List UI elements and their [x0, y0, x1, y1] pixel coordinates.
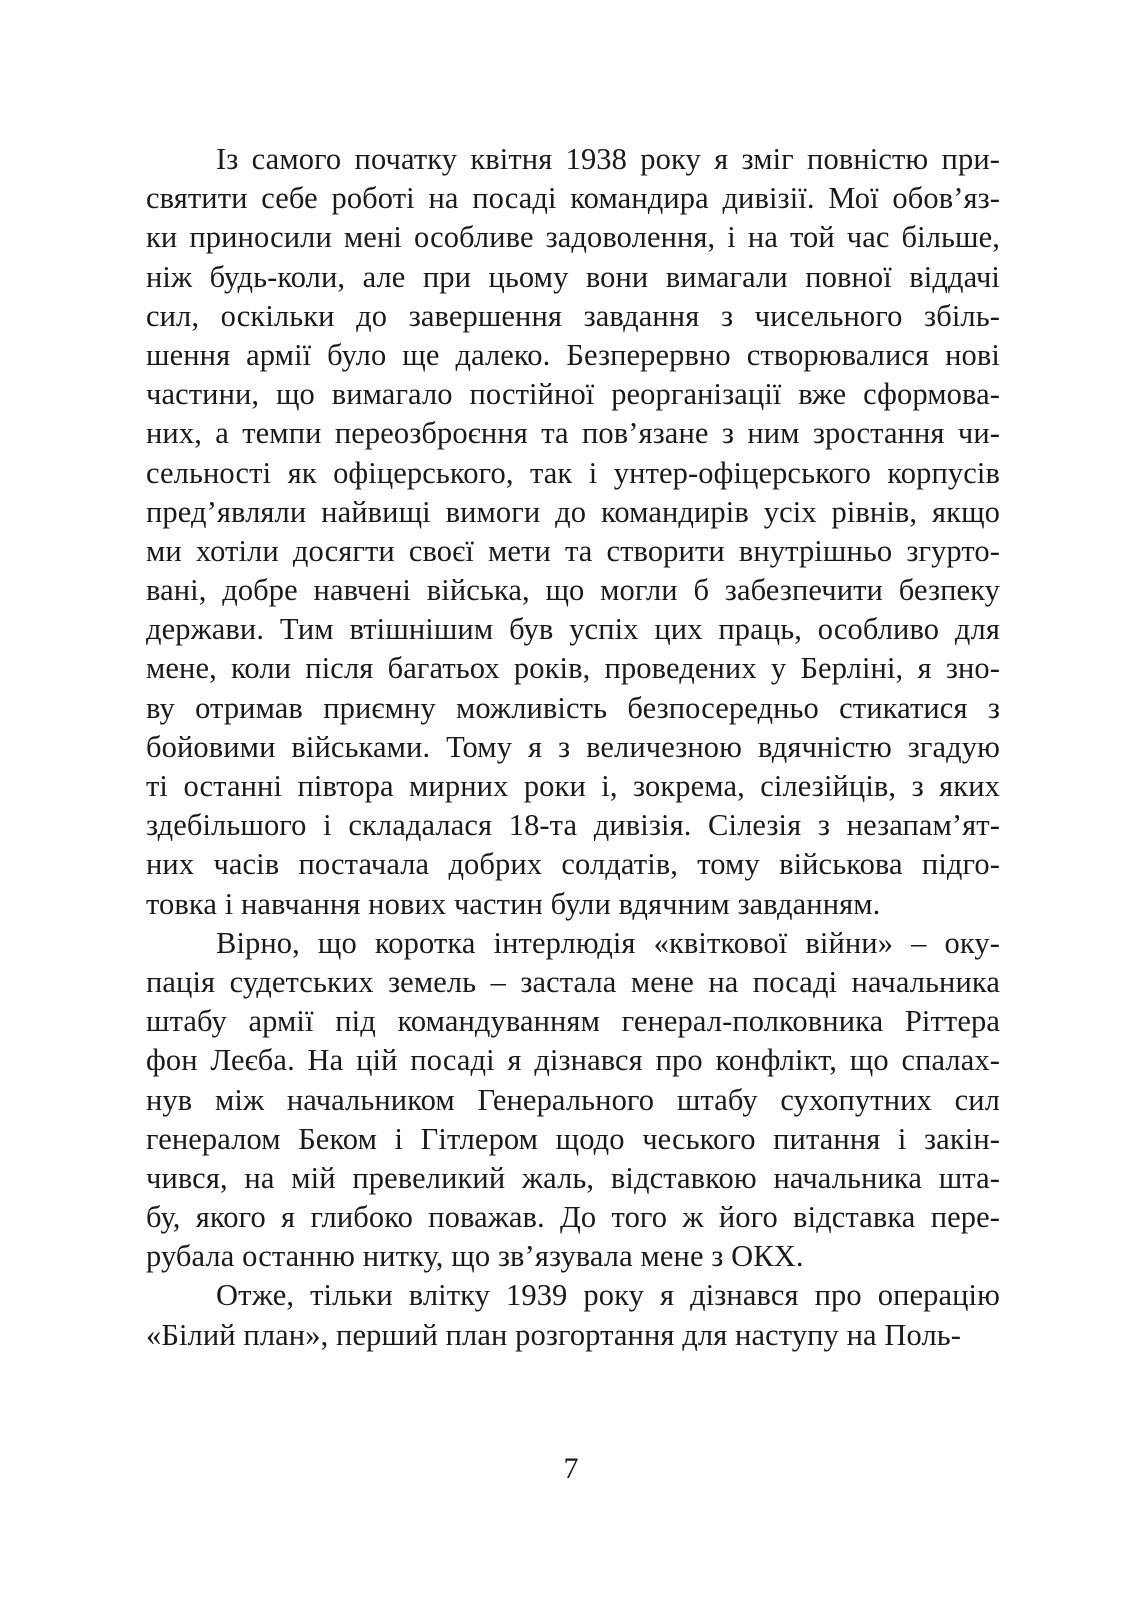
text-line: рубала останню нитку, що зв’язувала мене з ОКХ.: [146, 1239, 804, 1274]
paragraph: [146, 924, 1000, 1277]
text-line: частини, що вимагало постійної реорганізації вже сформова-: [146, 377, 1000, 412]
text-line: генералом Беком і Гітлером щодо чеського питання і закін-: [146, 1121, 1000, 1156]
text-line: Із самого початку квітня 1938 року я зміг повністю при-: [216, 142, 1000, 176]
body-text-column: [146, 140, 1000, 1355]
text-line: товка і навчання нових частин були вдячним завданням.: [146, 886, 881, 921]
text-line: ті останні півтора мирних роки і, зокрема, сілезійців, з яких: [146, 769, 1000, 803]
paragraph: [146, 140, 1000, 924]
text-line: чився, на мій превеликий жаль, відставкою начальника шта-: [146, 1160, 1000, 1195]
text-line: фон Леєба. На цій посаді я дізнався про конфлікт, що спалах-: [146, 1043, 1000, 1078]
text-line: сельності як офіцерського, так і унтер-офіцерського корпусів: [146, 455, 1000, 490]
page-number: 7: [563, 1452, 579, 1485]
text-line: штабу армії під командуванням генерал-полковника Ріттера: [146, 1004, 1000, 1039]
text-line: них, а темпи переозброєння та пов’язане з ним зростання чи-: [146, 416, 1001, 451]
text-line: них часів постачала добрих солдатів, тому військова підго-: [146, 847, 1000, 882]
text-line: мене, коли після багатьох років, проведених у Берліні, я зно-: [146, 651, 1000, 686]
text-line: ми хотіли досягти своєї мети та створити внутрішньо згурто-: [146, 533, 1001, 568]
text-line: ніж будь-коли, але при цьому вони вимагали повної віддачі: [146, 259, 1000, 294]
text-line: святити себе роботі на посаді командира дивізії. Мої обов’яз-: [146, 181, 1000, 216]
text-line: ву отримав приємну можливість безпосередньо стикатися з: [146, 690, 1000, 725]
text-line: ки приносили мені особливе задоволення, і на той час більше,: [146, 220, 1000, 255]
text-line: шення армії було ще далеко. Безперервно створювалися нові: [146, 337, 1000, 372]
text-line: бу, якого я глибоко поважав. До того ж його відставка пере-: [146, 1200, 1000, 1235]
text-line: Отже, тільки влітку 1939 року я дізнався про операцію: [216, 1278, 1000, 1313]
text-line: держави. Тим втішнішим був успіх цих праць, особливо для: [146, 612, 1001, 647]
text-line: сил, оскільки до завершення завдання з чисельного збіль-: [146, 298, 1000, 333]
text-line: здебільшого і складалася 18-та дивізія. Сілезія з незапам’ят-: [146, 808, 1000, 843]
text-line: пред’являли найвищі вимоги до командирів усіх рівнів, якщо: [146, 494, 1000, 529]
paragraph: [146, 1276, 1000, 1354]
text-line: вані, добре навчені війська, що могли б забезпечити безпеку: [146, 573, 1000, 608]
text-line: пація судетських земель – застала мене на посаді начальника: [146, 964, 1000, 999]
text-line: бойовими військами. Тому я з величезною вдячністю згадую: [146, 729, 1000, 764]
text-line: Вірно, що коротка інтерлюдія «квіткової війни» – оку-: [216, 925, 1000, 960]
text-line: «Білий план», перший план розгортання для наступу на Поль-: [146, 1317, 962, 1352]
text-line: нув між начальником Генерального штабу сухопутних сил: [146, 1082, 1001, 1117]
